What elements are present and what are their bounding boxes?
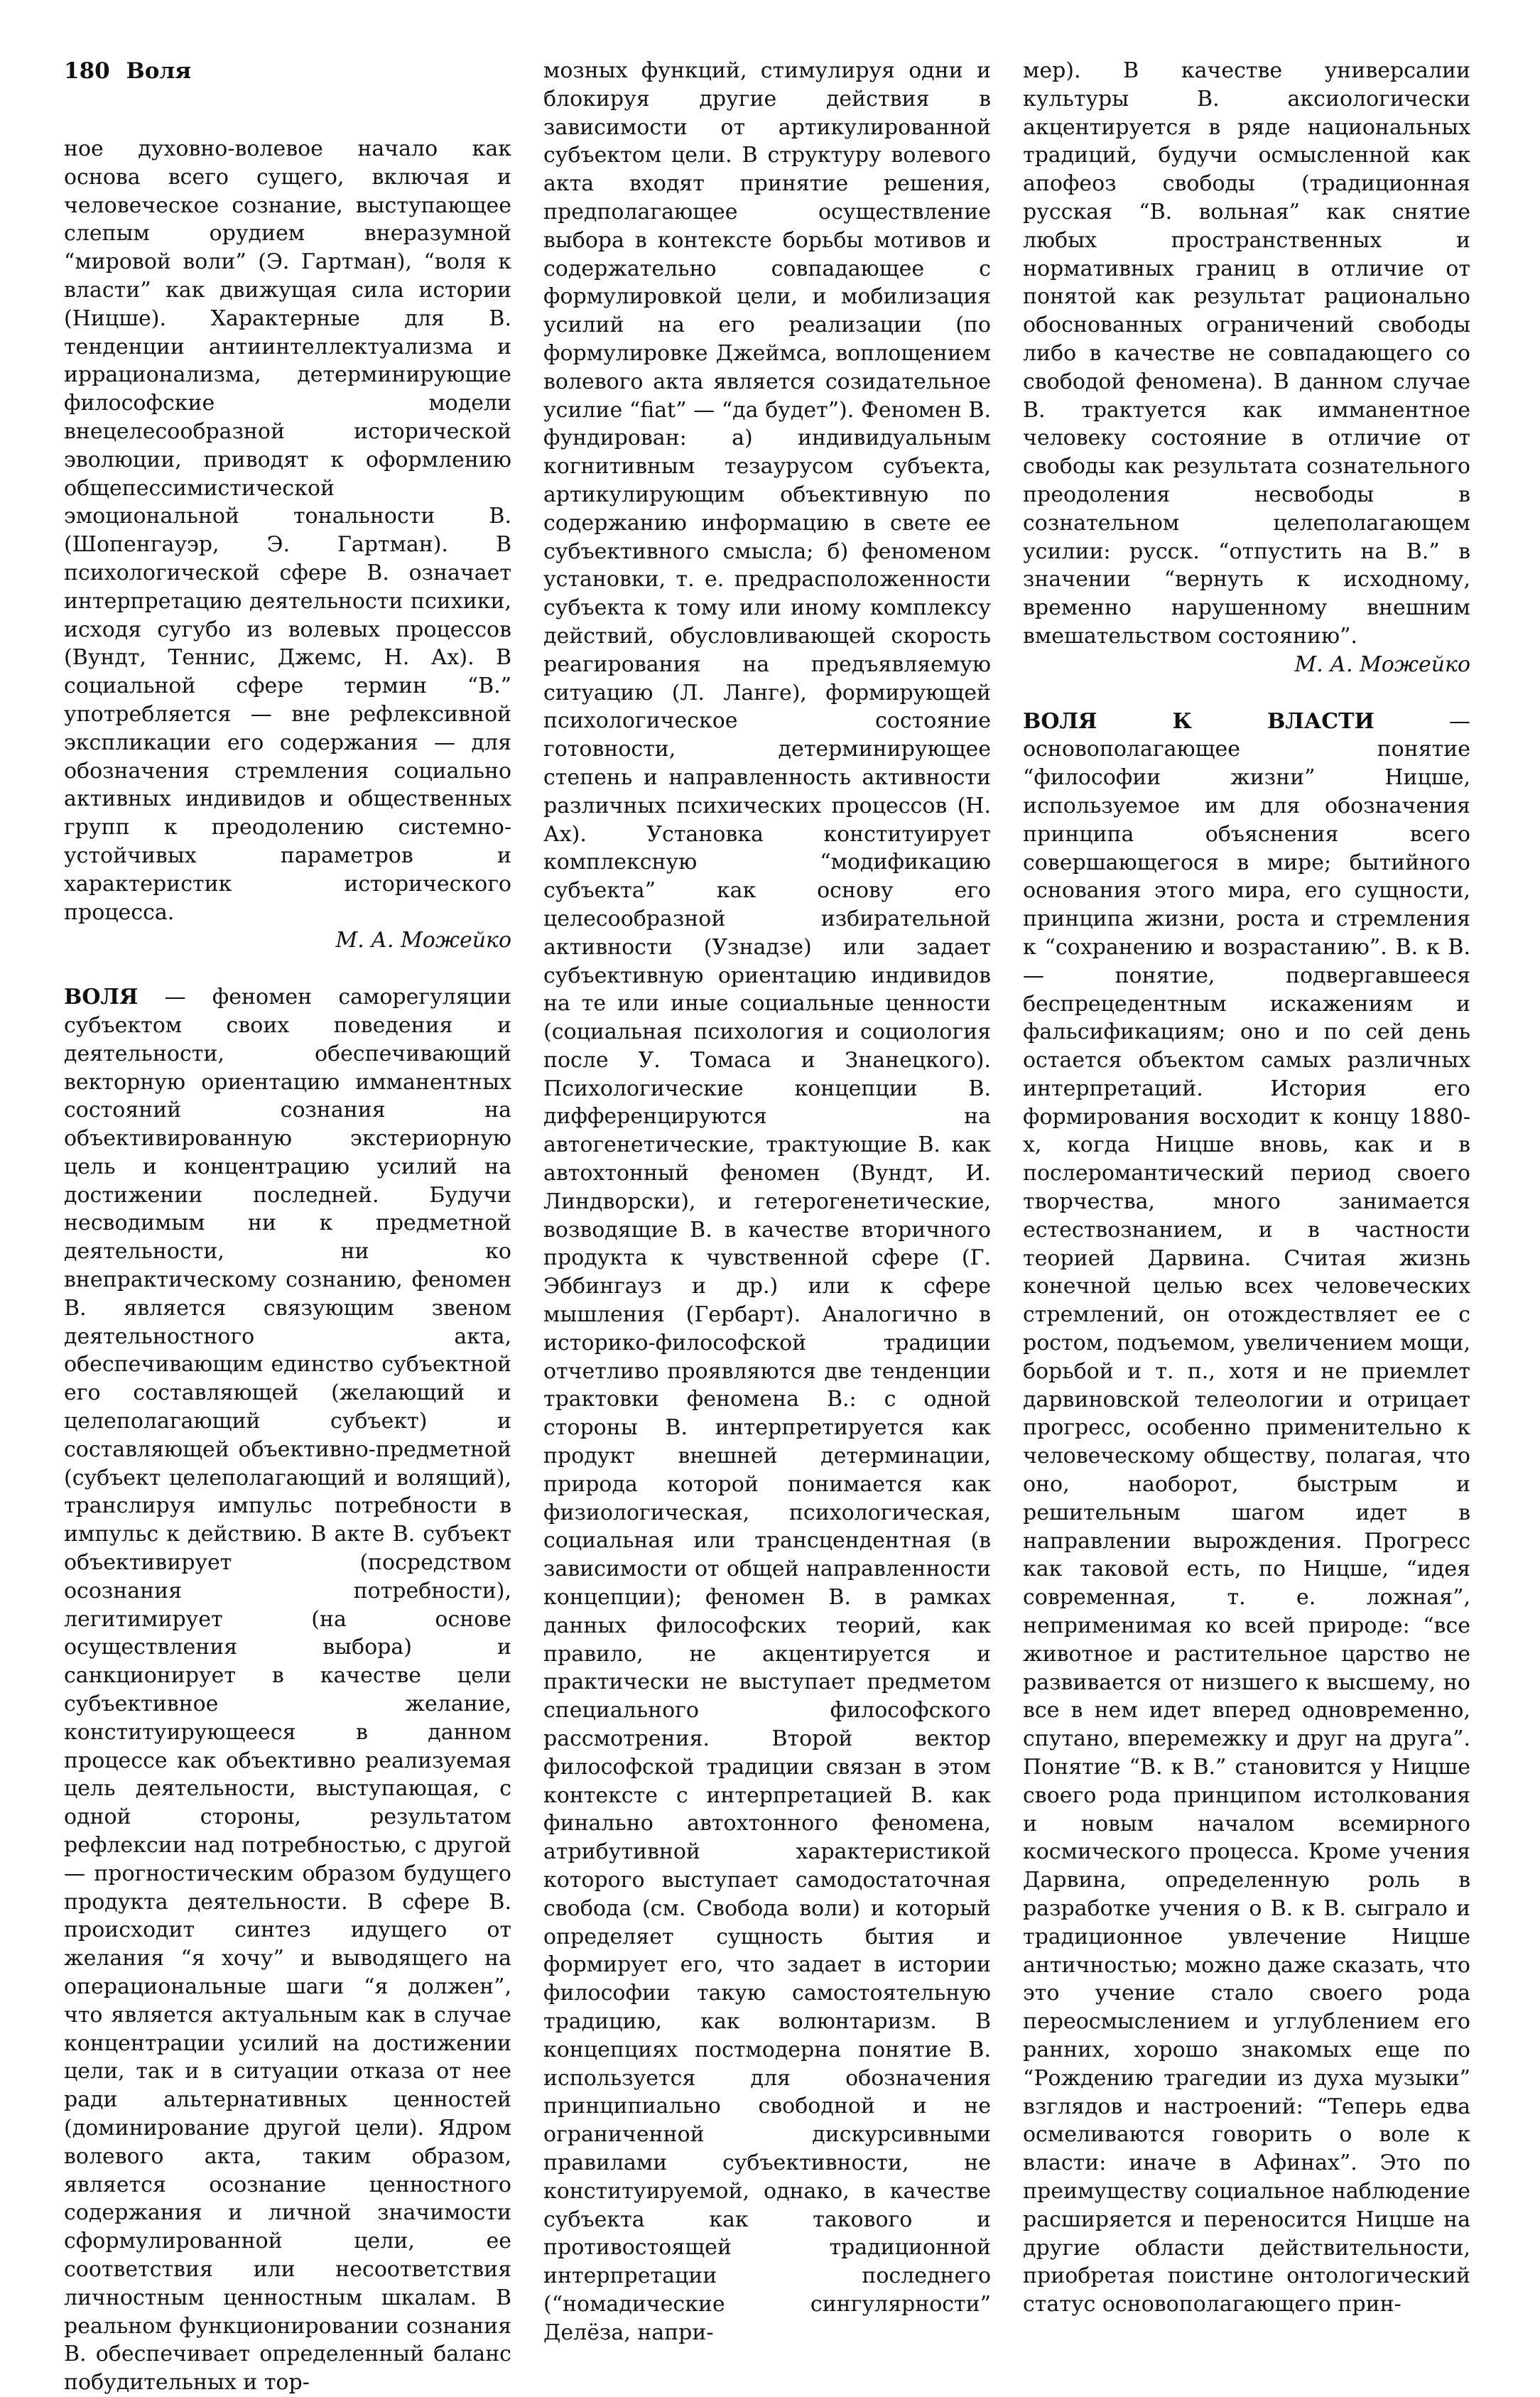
paragraph: мозных функций, стимулируя одни и блокируя другие действия в зависимости от артикулированной субъектом цели. В структуру волевого акта входят принятие решения, предполагающее осуществление выбора в контексте борьбы мотивов и содержательно совпадающее с формулировкой цели, и мобилизация усилий на его реализации (по формулировке Джеймса, воплощением волевого акта является созидательное усилие “fiat” — “да будет”). Феномен В. фундирован: а) индивидуальным когнитивным тезаурусом субъекта, артикулирующим объективную по содержанию информацию в свете ее субъективного смысла; б) феноменом установки, т. е. предрасположенности субъекта к тому или иному комплексу действий, обусловливающей скорость реагирования на предъявляемую ситуацию (Л. Ланге), формирующей психологическое состояние готовности, детерминирующее степень и направленность активности различных психических процессов (Н. Ах). Установка конституирует комплексную “модификацию субъекта” как основу его целесообразной избирательной активности (Узнадзе) или задает субъективную ориентацию индивидов на те или иные социальные ценности (социальная психология и социология после У. Томаса и Знанецкого). Психологические концепции В. дифференцируются на автогенетические, трактующие В. как автохтонный феномен (Вундт, И. Линдворски), и гетерогенетические, возводящие В. в качестве вторичного продукта к чувственной сфере (Г. Эббингауз и др.) или к сфере мышления (Гербарт). Аналогично в историко-философской традиции отчетливо проявляются две тенденции трактовки феномена В.: с одной стороны В. интерпретируется как продукт внешней детерминации, природа которой понимается как физиологическая, психологическая, социальная или трансцендентная (в зависимости от общей направленности концепции); феномен В. в рамках данных философских теорий, как правило, не акцентируется и практически не выступает предметом специального философского рассмотрения. Второй вектор философской традиции связан в этом контексте с интерпретацией В. как финально автохтонного феномена, атрибутивной характеристикой которого выступает самодостаточная свобода (см. Свобода воли) и который определяет сущность бытия и формирует его, что задает в истории философии такую самостоятельную традицию, как волюнтаризм. В концепциях постмодерна понятие В. используется для обозначения принципиально свободной и не ограниченной дискурсивными правилами субъективности, не конституируемой, однако, в качестве субъекта как такового и противостоящей традиционной интерпретации последнего (“номадические сингулярности” Делёза, напри- [543,58,991,2345]
paragraph: ное духовно-волевое начало как основа всего сущего, включая и человеческое сознание, выступающее слепым орудием внеразумной “мировой воли” (Э. Гартман), “воля к власти” как движущая сила истории (Ницше). Характерные для В. тенденции антиинтеллектуализма и иррационализма, детерминирующие философские модели внецелесообразной исторической эволюции, приводят к оформлению общепессимистической эмоциональной тональности В. (Шопенгауэр, Э. Гартман). В психологической сфере В. означает интерпретацию деятельности психики, исходя сугубо из волевых процессов (Вундт, Теннис, Джемс, Н. Ах). В социальной сфере термин “В.” употребляется — вне рефлексивной экспликации его содержания — для обозначения стремления социально активных индивидов и общественных групп к преодолению системно-устойчивых параметров и характеристик исторического процесса. [64,136,511,925]
paragraph: мер). В качестве универсалии культуры В. аксиологически акцентируется в ряде национальных традиций, будучи осмысленной как апофеоз свободы (традиционная русская “В. вольная” как снятие любых пространственных и нормативных границ в отличие от понятой как результат рационально обоснованных ограничений свободы либо в качестве не совпадающего со свободой феномена). В данном случае В. трактуется как имманентное человеку состояние в отличие от свободы как результата сознательного преодоления несвободы в сознательном целеполагающем усилии: русск. “отпустить на В.” в значении “вернуть к исходному, временно нарушенному внешним вмешательством состоянию”. [1023,58,1470,649]
entry-text: — основополагающее понятие “философии жизни” Ницше, используемое им для обозначения принципа объяснения всего совершающегося в мире; бытийного основания этого мира, его сущности, принципа жизни, роста и стремления к “сохранению и возрастанию”. В. к В. — понятие, подвергавшееся беспрецедентным искажениям и фальсификациям; оно и по сей день остается объектом самых различных интерпретаций. История его формирования восходит к концу 1880-х, когда Ницше вновь, как и в послеромантический период своего творчества, много занимается естествознанием, и в частности теорией Дарвина. Считая жизнь конечной целью всех человеческих стремлений, он отождествляет ее с ростом, подъемом, увеличением мощи, борьбой и т. п., хотя и не приемлет дарвиновской телеологии и отрицает прогресс, особенно применительно к человеческому обществу, полагая, что оно, наоборот, быстрым и решительным шагом идет в направлении вырождения. Прогресс как таковой есть, по Ницше, “идея современная, т. е. ложная”, неприменимая ко всей природе: “все животное и растительное царство не развивается от низшего к высшему, но все в нем идет вперед одновременно, спутано, вперемежку и друг на друга”. Понятие “В. к В.” становится у Ницше своего рода принципом истолкования и новым началом всемирного космического процесса. Кроме учения Дарвина, определенную роль в разработке учения о В. к В. сыграло и традиционное увлечение Ницше античностью; можно даже сказать, что это учение стало своего рода переосмыслением и углублением его ранних, хорошо знакомых еще по “Рождению трагедии из духа музыки” взглядов и настроений: “Теперь едва осмеливаются говорить о воле к власти: иначе в Афинах”. Это по преимуществу социальное наблюдение расширяется и переносится Ницше на другие области действительности, приобретая поистине онтологический статус основополагающего прин- [1023,708,1470,2317]
running-title: Воля [126,58,192,84]
page-header [64,58,191,84]
entry-headword: ВОЛЯ К ВЛАСТИ [1023,708,1374,734]
entry-headword: ВОЛЯ [64,985,139,1010]
text-column-1 [64,135,511,2397]
page-number: 180 [64,58,110,84]
author-signature: М. А. Можейко [1294,651,1470,677]
text-column-2 [543,57,991,2347]
author-signature: М. А. Можейко [335,928,511,953]
entry-volya-k-vlasti [1023,708,1470,2319]
entry-volya [64,983,511,2397]
entry-text: — феномен саморегуляции субъектом своих поведения и деятельности, обеспечивающий векторную ориентацию имманентных состояний сознания на объективированную экстериорную цель и концентрацию усилий на достижении последней. Будучи несводимым ни к предметной деятельности, ни ко внепрактическому сознанию, феномен В. является связующим звеном деятельностного акта, обеспечивающим единство субъектной его составляющей (желающий и целеполагающий субъект) и составляющей объективно-предметной (субъект целеполагающий и волящий), транслируя импульс потребности в импульс к действию. В акте В. субъект объективирует (посредством осознания потребности), легитимирует (на основе осуществления выбора) и санкционирует в качестве цели субъективное желание, конституирующееся в данном процессе как объективно реализуемая цель деятельности, выступающая, с одной стороны, результатом рефлексии над потребностью, с другой — прогностическим образом будущего продукта деятельности. В сфере В. происходит синтез идущего от желания “я хочу” и выводящего на операциональные шаги “я должен”, что является актуальным как в случае концентрации усилий на достижении цели, так и в ситуации отказа от нее ради альтернативных ценностей (доминирование другой цели). Ядром волевого акта, таким образом, является осознание ценностного содержания и личной значимости сформулированной цели, ее соответствия или несоответствия личностным ценностным шкалам. В реальном функционировании сознания В. обеспечивает определенный баланс побудительных и тор- [64,985,511,2396]
text-column-3 [1023,57,1470,2319]
